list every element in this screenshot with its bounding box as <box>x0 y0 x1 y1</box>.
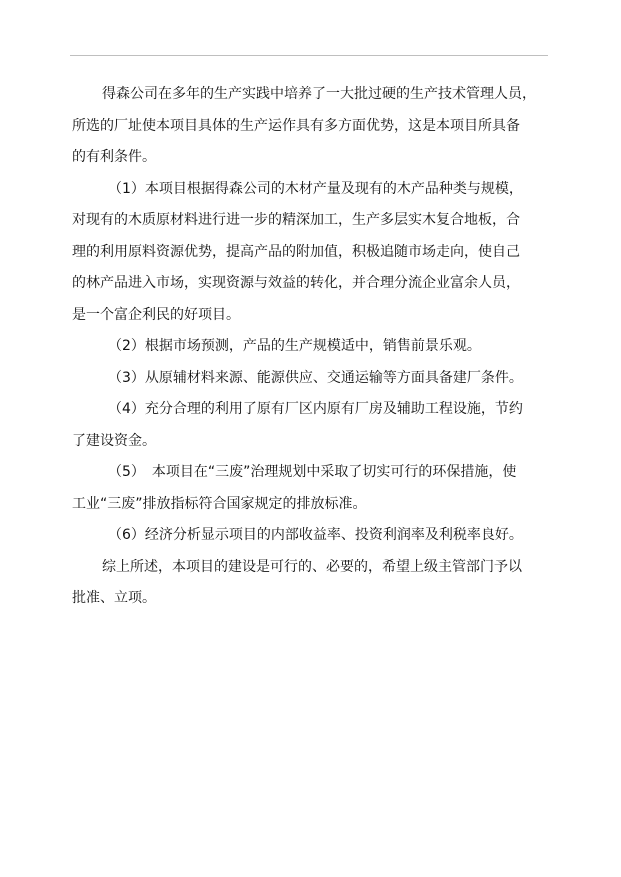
text-line: 批准、立项。 <box>72 590 156 606</box>
text-line: （6）经济分析显示项目的内部收益率、投资利润率及利税率良好。 <box>108 527 523 543</box>
paragraph-item-2 <box>72 331 548 363</box>
paragraph-item-4 <box>72 394 548 457</box>
text-line: 是一个富企利民的好项目。 <box>72 306 240 323</box>
text-line: 得森公司在多年的生产实践中培养了一大批过硬的生产技术管理人员， <box>102 86 536 102</box>
text-line: 综上所述，本项目的建设是可行的、必要的，希望上级主管部门予以 <box>102 558 522 575</box>
text-line: 了建设资金。 <box>72 432 156 449</box>
paragraph-item-6 <box>72 520 548 552</box>
text-line: 的林产品进入市场，实现资源与效益的转化，并合理分流企业富余人员， <box>72 275 520 291</box>
text-line: （5） 本项目在“三废”治理规划中采取了切实可行的环保措施，使 <box>108 464 517 480</box>
text-line: 的有利条件。 <box>72 149 156 165</box>
text-line: （3）从原辅材料来源、能源供应、交通运输等方面具备建厂条件。 <box>108 369 523 386</box>
paragraph-conclusion <box>72 552 548 615</box>
text-line: （1）本项目根据得森公司的木材产量及现有的木产品种类与规模， <box>108 180 523 197</box>
text-line: 理的利用原料资源优势，提高产品的附加值，积极追随市场走向，使自己 <box>72 243 520 260</box>
paragraph-intro <box>72 79 548 174</box>
paragraph-item-5 <box>72 457 548 520</box>
text-line: （2）根据市场预测，产品的生产规模适中，销售前景乐观。 <box>108 338 481 354</box>
text-line: （4）充分合理的利用了原有厂区内原有厂房及辅助工程设施，节约 <box>108 401 523 417</box>
header-divider <box>70 55 548 56</box>
paragraph-item-1 <box>72 174 548 332</box>
document-body <box>72 79 548 615</box>
text-line: 工业“三废”排放指标符合国家规定的排放标准。 <box>72 495 367 512</box>
paragraph-item-3 <box>72 363 548 395</box>
text-line: 所选的厂址使本项目具体的生产运作具有多方面优势，这是本项目所具备 <box>72 117 520 134</box>
text-line: 对现有的木质原材料进行进一步的精深加工，生产多层实木复合地板，合 <box>72 212 520 228</box>
